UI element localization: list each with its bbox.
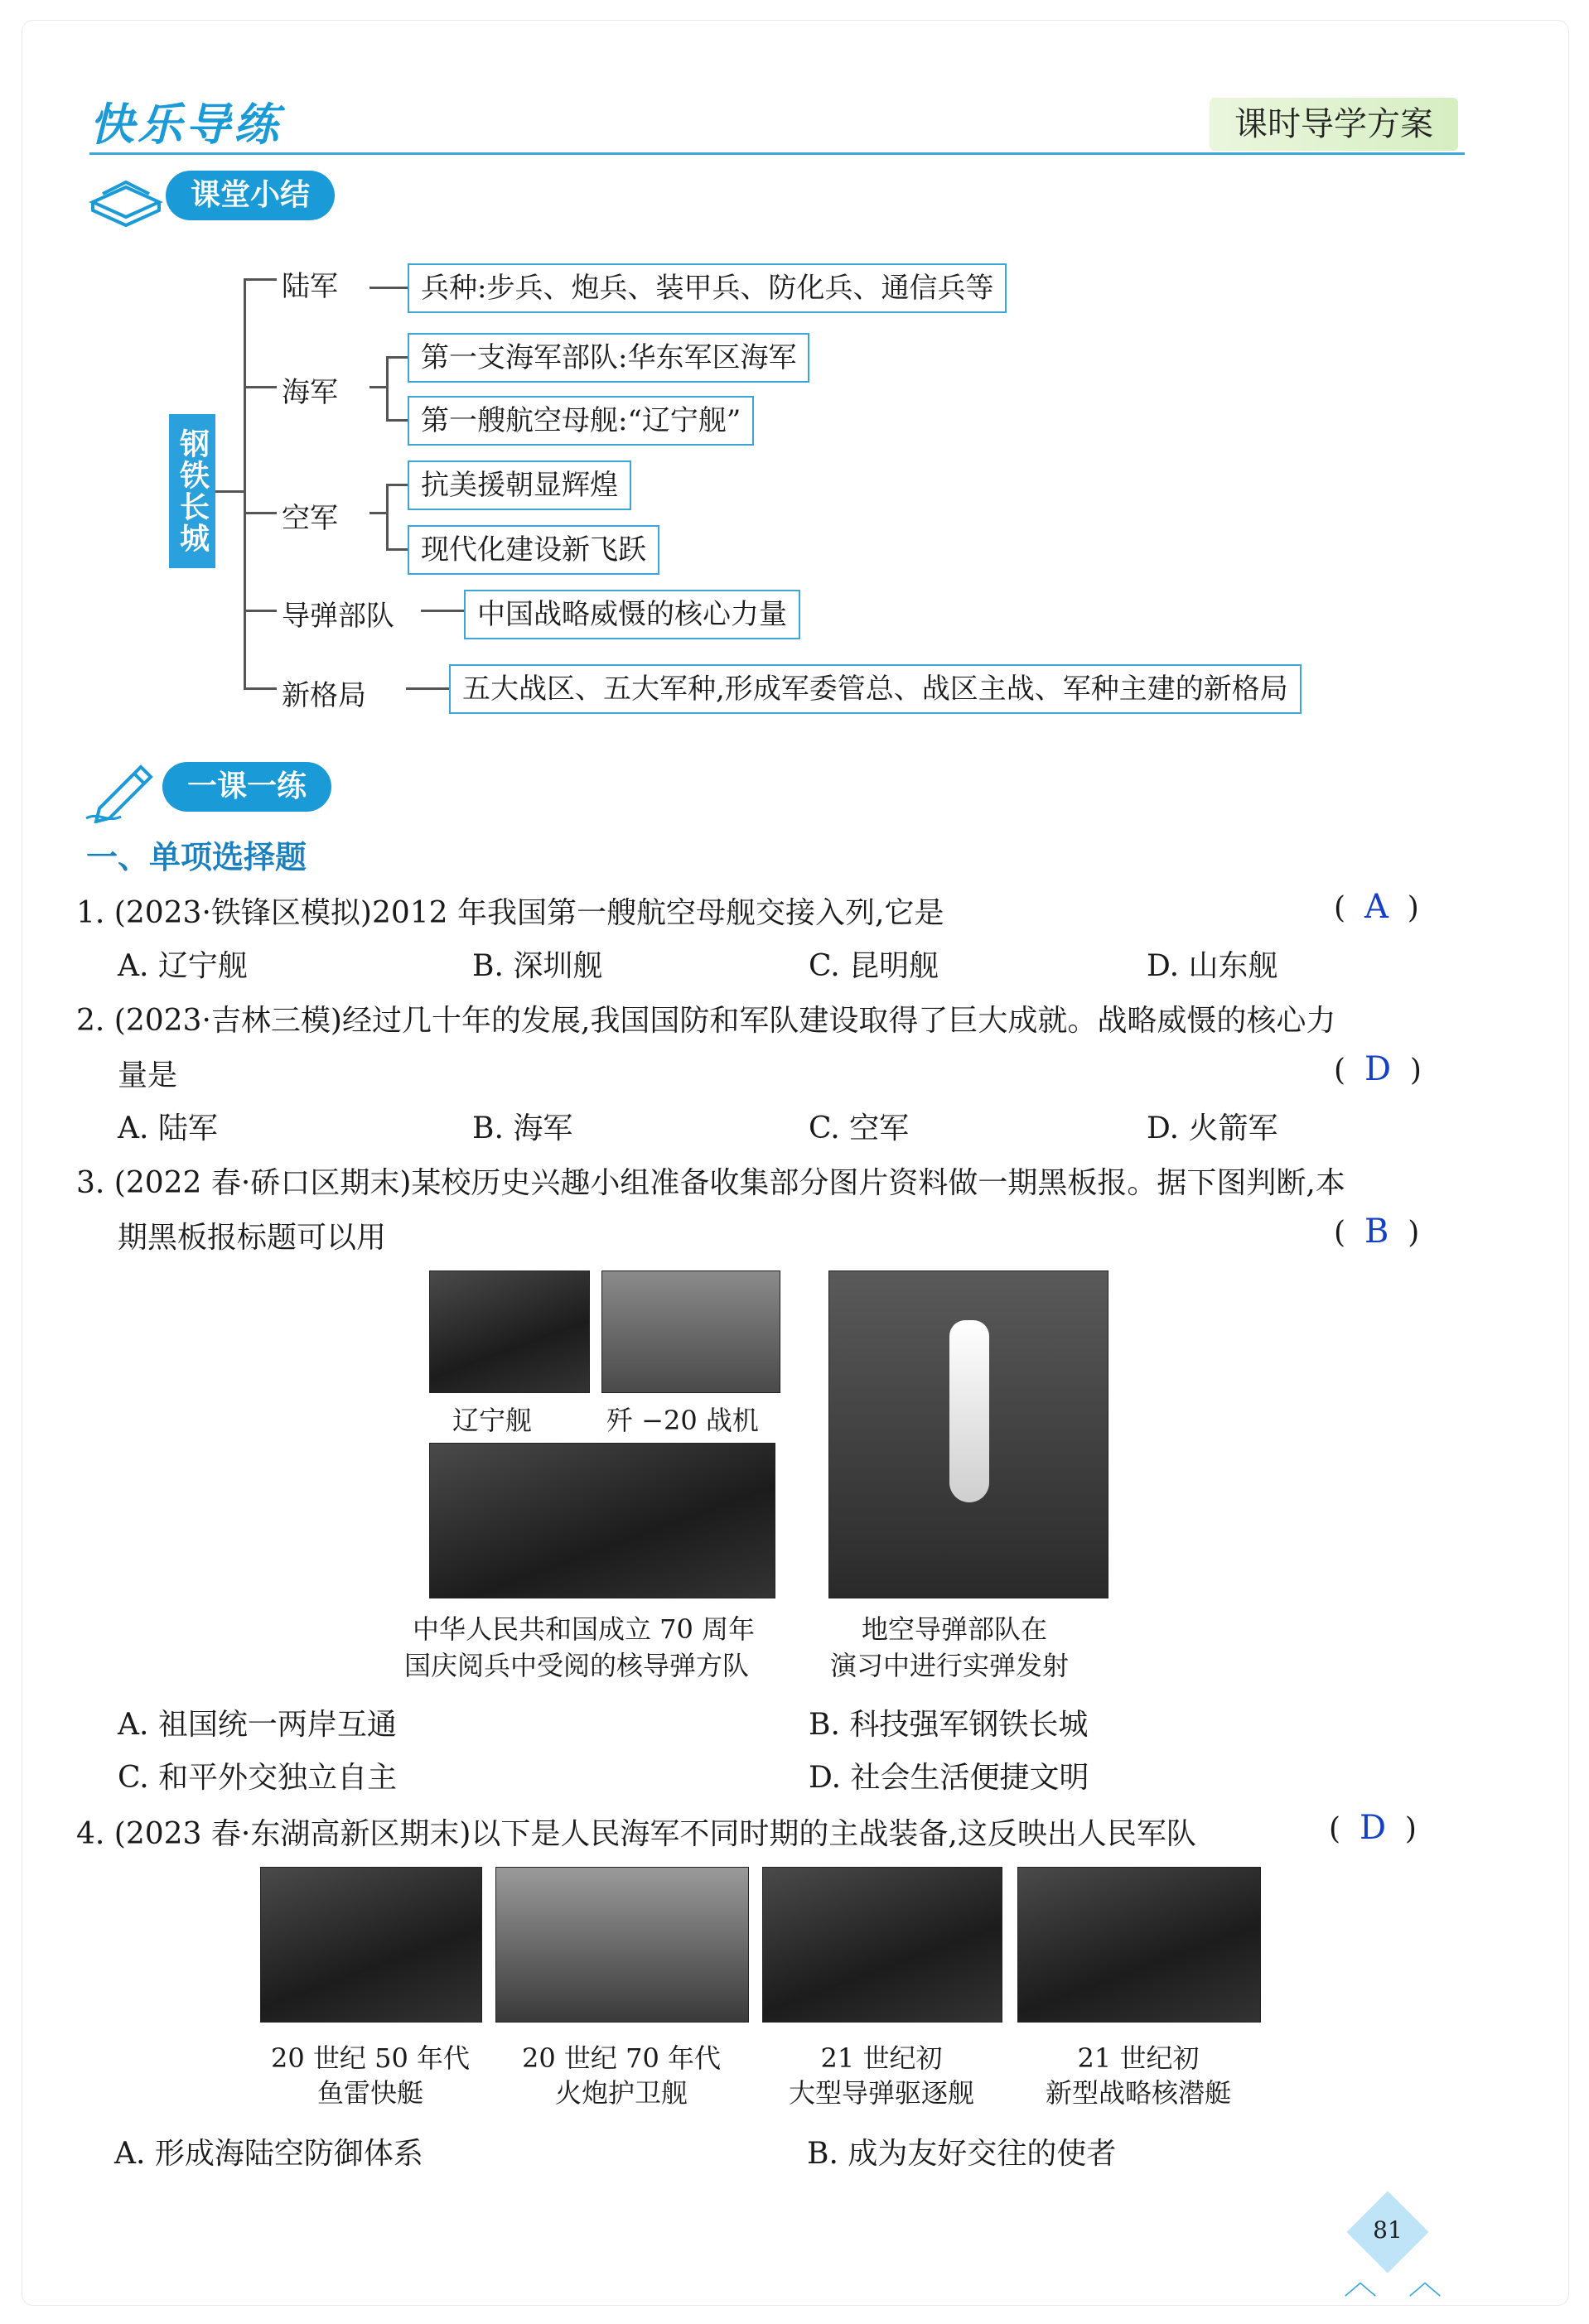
new-pattern-item: 五大战区、五大军种,形成军委管总、战区主战、军种主建的新格局 (449, 664, 1302, 714)
connector (244, 386, 277, 388)
branch-missile: 导弹部队 (282, 600, 394, 633)
option: D. 火箭军 (1147, 1111, 1278, 1145)
connector (369, 512, 386, 514)
summary-badge: 课堂小结 (166, 171, 335, 220)
army-item: 兵种:步兵、炮兵、装甲兵、防化兵、通信兵等 (408, 263, 1007, 313)
section-title: 一、单项选择题 (86, 839, 307, 875)
connector (244, 278, 246, 689)
connector (244, 610, 277, 612)
question-3-stem: 3. (2022 春·硚口区期末)某校历史兴趣小组准备收集部分图片资料做一期黑板报。据下图判断,本 (76, 1166, 1345, 1200)
chevron-up-icon: ︿ (1344, 2264, 1377, 2302)
option: B. 科技强军钢铁长城 (809, 1708, 1089, 1742)
question-4-answer: ( D ) (1329, 1809, 1417, 1847)
connector (386, 356, 408, 359)
chevron-up-icon: ︿ (1408, 2264, 1442, 2302)
photo-frigate (495, 1867, 749, 2023)
option: B. 海军 (472, 1111, 573, 1145)
connector (244, 687, 277, 690)
answer-letter: D (1359, 1809, 1387, 1847)
photo-destroyer (762, 1867, 1002, 2023)
branch-army: 陆军 (282, 270, 338, 303)
branch-airforce: 空军 (282, 502, 338, 535)
photo-liaoning-carrier (429, 1270, 590, 1393)
photo-torpedo-boat (260, 1867, 482, 2023)
caption: 火炮护卫舰 (554, 2077, 688, 2109)
option: B. 深圳舰 (472, 949, 603, 983)
answer-letter: D (1364, 1050, 1392, 1088)
branch-new-pattern: 新格局 (282, 679, 366, 712)
navy-item-1: 第一支海军部队:华东军区海军 (408, 333, 809, 383)
answer-letter: B (1364, 1213, 1389, 1251)
question-2-answer: ( D ) (1334, 1050, 1422, 1088)
question-3-answer: ( B ) (1334, 1213, 1420, 1251)
connector (369, 386, 386, 388)
caption: 新型战略核潜艇 (1045, 2077, 1231, 2109)
connector (244, 278, 277, 281)
connector (386, 419, 408, 422)
caption: 大型导弹驱逐舰 (788, 2077, 974, 2109)
connector (386, 484, 389, 550)
caption: 20 世纪 50 年代 (271, 2042, 470, 2074)
airforce-item-2: 现代化建设新飞跃 (408, 525, 659, 575)
missile-item: 中国战略威慑的核心力量 (464, 590, 800, 639)
caption: 演习中进行实弹发射 (830, 1650, 1070, 1681)
question-1-stem: 1. (2023·铁锋区模拟)2012 年我国第一艘航空母舰交接入列,它是 (76, 896, 944, 930)
caption: 中华人民共和国成立 70 周年 (413, 1613, 756, 1645)
question-3-stem-cont: 期黑板报标题可以用 (118, 1221, 387, 1255)
connector (386, 356, 389, 421)
connector (386, 548, 408, 551)
navy-item-2: 第一艘航空母舰:“辽宁舰” (408, 396, 754, 446)
connector (406, 687, 449, 690)
option: C. 空军 (809, 1111, 910, 1145)
connector (369, 287, 408, 289)
option: B. 成为友好交往的使者 (807, 2137, 1117, 2171)
caption: 辽宁舰 (452, 1405, 533, 1436)
question-2-stem-cont: 量是 (118, 1058, 178, 1092)
photo-parade-missiles (429, 1443, 775, 1598)
connector (244, 512, 277, 514)
practice-badge: 一课一练 (162, 762, 331, 812)
connector (215, 490, 244, 493)
book-stack-icon (86, 169, 166, 229)
caption: 地空导弹部队在 (862, 1613, 1048, 1645)
mindmap-center: 钢铁长城 (169, 414, 215, 568)
question-1-answer: ( A ) (1334, 888, 1419, 926)
option: A. 陆军 (118, 1111, 218, 1145)
option: A. 辽宁舰 (118, 949, 248, 983)
question-2-stem: 2. (2023·吉林三模)经过几十年的发展,我国国防和军队建设取得了巨大成就。战略威慑的核心力 (76, 1004, 1336, 1038)
option: C. 昆明舰 (809, 949, 939, 983)
option: C. 和平外交独立自主 (118, 1761, 398, 1795)
question-4-stem: 4. (2023 春·东湖高新区期末)以下是人民海军不同时期的主战装备,这反映出人民军队 (76, 1817, 1196, 1851)
caption: 鱼雷快艇 (316, 2077, 423, 2109)
connector (421, 610, 464, 612)
answer-letter: A (1364, 888, 1389, 926)
pencil-icon (83, 754, 162, 823)
caption: 国庆阅兵中受阅的核导弹方队 (404, 1650, 750, 1681)
caption: 21 世纪初 (820, 2042, 943, 2074)
caption: 歼 −20 战机 (606, 1405, 759, 1436)
missile-plume (949, 1320, 989, 1502)
option: D. 山东舰 (1147, 949, 1278, 983)
airforce-item-1: 抗美援朝显辉煌 (408, 460, 631, 510)
option: D. 社会生活便捷文明 (809, 1761, 1089, 1795)
caption: 20 世纪 70 年代 (522, 2042, 721, 2074)
photo-submarine (1017, 1867, 1261, 2023)
branch-navy: 海军 (282, 376, 338, 409)
option: A. 祖国统一两岸互通 (118, 1708, 397, 1742)
page-number: 81 (1373, 2216, 1403, 2244)
header-tag: 课时导学方案 (1210, 98, 1458, 151)
header-divider (89, 152, 1465, 155)
connector (386, 484, 408, 486)
photo-j20-fighters (601, 1270, 780, 1393)
brand-logo: 快乐导练 (89, 99, 282, 151)
option: A. 形成海陆空防御体系 (114, 2137, 423, 2171)
caption: 21 世纪初 (1077, 2042, 1200, 2074)
